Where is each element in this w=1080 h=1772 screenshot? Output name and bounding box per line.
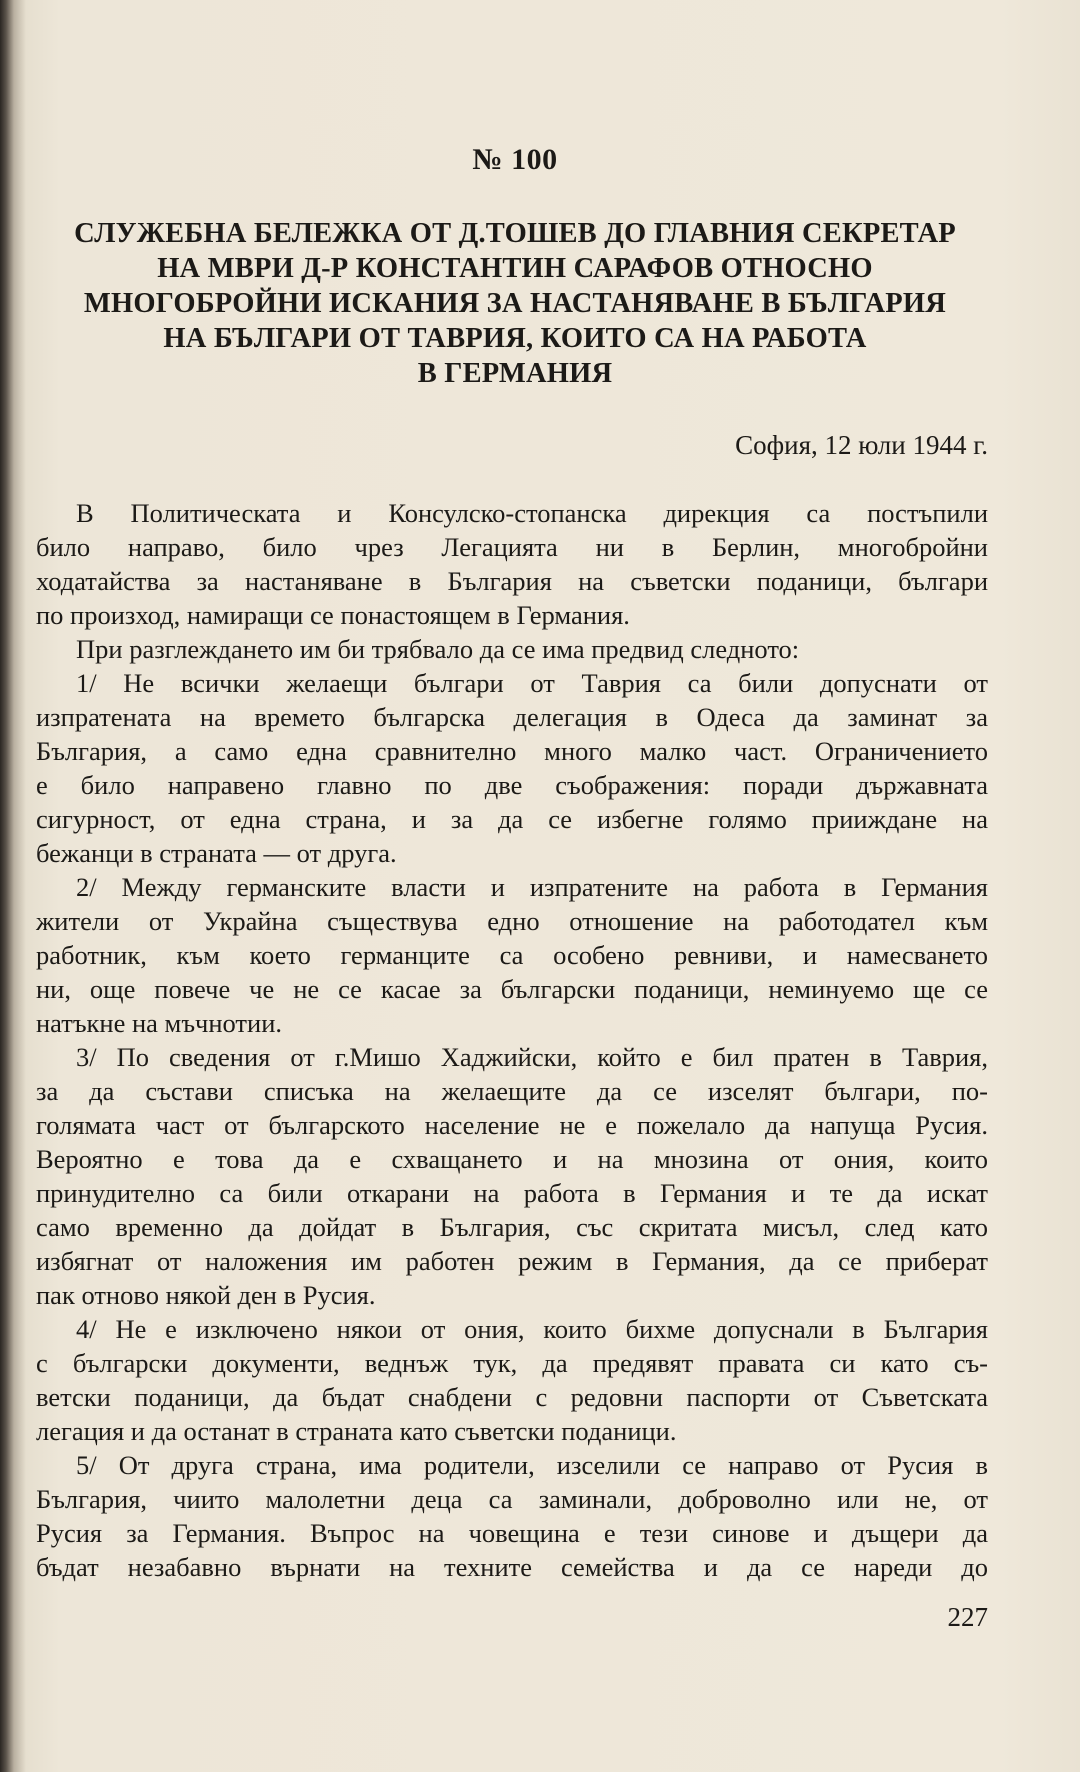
- text-line: легация и да останат в страната като съветски поданици.: [36, 1416, 677, 1446]
- text-line: е било направено главно по две съображения: поради държавната: [36, 770, 988, 800]
- text-line: натъкне на мъчнотии.: [36, 1008, 283, 1038]
- text-line: При разглеждането им би трябвало да се има предвид следното:: [76, 634, 800, 664]
- text-line: голямата част от българското население не е пожелало да напуща Русия.: [36, 1110, 988, 1140]
- text-line: ходатайства за настаняване в България на съветски поданици, българи: [36, 566, 988, 596]
- text-line: само временно да дойдат в България, със скритата мисъл, след като: [36, 1212, 988, 1242]
- paragraph: [36, 666, 988, 870]
- text-line: бежанци в страната — от друга.: [36, 838, 397, 868]
- title-line: НА МВРИ Д-Р КОНСТАНТИН САРАФОВ ОТНОСНО: [157, 253, 873, 284]
- text-line: 3/ По сведения от г.Мишо Хаджийски, който е бил пратен в Таврия,: [76, 1042, 988, 1072]
- text-line: жители от Украйна съществува едно отношение на работодател към: [36, 906, 988, 936]
- text-line: Вероятно е това да е схващането и на мнозина от ония, които: [36, 1144, 988, 1174]
- title-line: НА БЪЛГАРИ ОТ ТАВРИЯ, КОИТО СА НА РАБОТА: [163, 323, 867, 354]
- text-line: 5/ От друга страна, има родители, изселили се направо от Русия в: [76, 1450, 988, 1480]
- paragraph: [36, 1312, 988, 1448]
- place-date: София, 12 юли 1944 г.: [735, 430, 988, 460]
- page-number: 227: [947, 1602, 988, 1632]
- text-line: избягнат от наложения им работен режим в Германия, да се приберат: [36, 1246, 988, 1276]
- text-line: по произход, намиращи се понастоящем в Германия.: [36, 600, 630, 630]
- text-line: с български документи, веднъж тук, да предявят правата си като съ-: [36, 1348, 988, 1378]
- paragraph: [36, 1040, 988, 1312]
- text-line: 4/ Не е изключено някои от ония, които бихме допуснали в България: [76, 1314, 988, 1344]
- title-line: СЛУЖЕБНА БЕЛЕЖКА ОТ Д.ТОШЕВ ДО ГЛАВНИЯ СЕКРЕТАР: [74, 218, 956, 249]
- text-line: България, чиито малолетни деца са заминали, доброволно или не, от: [36, 1484, 988, 1514]
- text-line: 2/ Между германските власти и изпратените на работа в Германия: [76, 872, 988, 902]
- text-line: принудително са били откарани на работа в Германия и те да искат: [36, 1178, 988, 1208]
- text-line: било направо, било чрез Легацията ни в Берлин, многобройни: [36, 532, 988, 562]
- text-line: В Политическата и Консулско-стопанска дирекция са постъпили: [76, 498, 988, 528]
- document-body: [36, 496, 988, 1584]
- document-number: № 100: [472, 143, 558, 176]
- text-line: сигурност, от една страна, и за да се избегне голямо прииждане на: [36, 804, 988, 834]
- text-line: бъдат незабавно върнати на техните семейства и да се нареди до: [36, 1552, 988, 1582]
- document-title: [40, 216, 990, 391]
- paragraph: [36, 496, 988, 632]
- paragraph: [36, 1448, 988, 1584]
- text-line: работник, към което германците са особено ревниви, и намесването: [36, 940, 988, 970]
- title-line: МНОГОБРОЙНИ ИСКАНИЯ ЗА НАСТАНЯВАНЕ В БЪЛГАРИЯ: [83, 288, 947, 319]
- title-line: В ГЕРМАНИЯ: [417, 358, 613, 389]
- text-line: ни, още повече че не се касае за български поданици, неминуемо ще се: [36, 974, 988, 1004]
- text-line: Русия за Германия. Въпрос на човещина е тези синове и дъщери да: [36, 1518, 988, 1548]
- text-line: 1/ Не всички желаещи българи от Таврия са били допуснати от: [76, 668, 988, 698]
- text-line: изпратената на времето българска делегация в Одеса да заминат за: [36, 702, 988, 732]
- paragraph: [36, 632, 988, 666]
- paragraph: [36, 870, 988, 1040]
- text-line: за да състави списъка на желаещите да се изселят българи, по-: [36, 1076, 988, 1106]
- text-line: пак отново някой ден в Русия.: [36, 1280, 376, 1310]
- text-line: ветски поданици, да бъдат снабдени с редовни паспорти от Съветската: [36, 1382, 988, 1412]
- text-line: България, а само една сравнително много малко част. Ограничението: [36, 736, 988, 766]
